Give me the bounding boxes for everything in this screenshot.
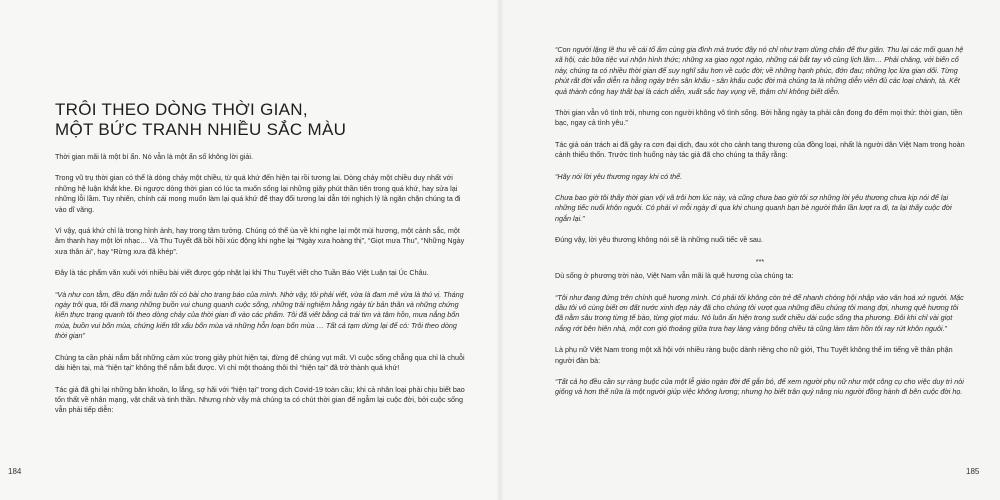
paragraph: Thời gian mãi là một bí ẩn. Nó vẫn là một ẩn số không lời giải. bbox=[55, 152, 253, 161]
paragraph: Chúng ta cần phải nắm bắt những cảm xúc trong giây phút hiện tại, đừng để chúng vụt mất. Vì cuộc sống chẳng qua chỉ là chuỗi dài hiện tại, mà “hiện tại” không thể nắm bắt được. Vì chỉ một thoáng thôi thì “hiện tại” đã trở thành quá khứ! bbox=[55, 352, 465, 373]
section-separator: *** bbox=[755, 256, 765, 266]
paragraph: Dù sống ở phương trời nào, Việt Nam vẫn mãi là quê hương của chúng ta: bbox=[555, 271, 794, 281]
quote-paragraph: “Con người lặng lẽ thu về cái tổ ấm cùng gia đình mà trước đây nó chỉ như trạm dừng chân để thư giãn. Thu lại các mối quan hệ xã hội, các bữa tiệc vui nhộn hình thức; những xa giao ngọt ngào, những cái bắt tay vô cùng lịch lãm… Phải chăng, với biến cố này, chúng ta có nhiều thời gian để suy nghĩ sâu hơn về cuộc đời; về những hạnh phúc, đớn đau; những lọc lừa gian dối. Từng phút rất đời vẫn diễn ra hằng ngày trên sân khấu - sân khấu cuộc đời mà chúng ta là những diễn viên đủ các loại chánh, tà. Kết quả thành công hay thất bại là cách diễn, xuất sắc hay vụng về, thậm chí không biết diễn. bbox=[555, 45, 964, 96]
chapter-title-line-2: MỘT BỨC TRANH NHIỀU SẮC MÀU bbox=[55, 120, 347, 139]
right-page-body bbox=[555, 45, 965, 409]
quote-paragraph: “Hãy nói lời yêu thương ngay khi có thể. bbox=[555, 171, 683, 181]
quote-paragraph: “Tôi như đang đứng trên chính quê hương mình. Có phải tôi không còn trẻ để nhanh chóng hội nhập vào văn hoá xứ người. Mặc dầu tôi vô cùng biết ơn đất nước xinh đẹp này đã cho chúng tôi vượt qua những điều chúng tôi mong đợi, nhưng quê hương tôi đã nằm sâu trong từng tế bào, từng giọt máu. Nó luôn ẩn hiện trong suốt chiều dài cuộc sống tha phương. Đôi khi chỉ vài giọt nắng rớt bên hiên nhà, một cơn gió thoảng giữa trưa hay làng vàng bông chiều tà cũng làm tâm hồn tôi ray rứt khôn nguôi.” bbox=[555, 292, 964, 333]
right-page bbox=[500, 0, 1000, 500]
book-gutter bbox=[496, 0, 504, 500]
page-number-left: 184 bbox=[8, 467, 22, 476]
paragraph: Tác giả đã ghi lại những băn khoăn, lo lắng, sợ hãi với “hiện tại” trong dịch Covid-19 toàn cầu; khi cả nhân loại phải chịu biết bao tổn thất về nhân mạng, vật chất và tinh thần. Nhưng nhờ vậy mà chúng ta có chút thời gian để ngẫm lại cuộc đời, bởi cuộc sống vẫn phải tiếp diễn: bbox=[55, 384, 465, 415]
chapter-title bbox=[55, 100, 475, 140]
paragraph: Vì vậy, quá khứ chỉ là trong hình ảnh, hay trong tâm tưởng. Chúng có thể ùa về khi nghe lại một mùi hương, một cảnh sắc, một âm thanh hay một lời nhạc… Và Thu Tuyết đã bồi hồi xúc động khi nghe lại “Ngày xưa hoàng thị”, “Giọt mưa Thu”, “Những Ngày xưa thân ái”, hay “Rừng xưa đã khép”. bbox=[55, 226, 465, 256]
paragraph: Đây là tác phẩm văn xuôi với nhiều bài viết được góp nhặt lại khi Thu Tuyết viết cho Tuần Báo Việt Luận tại Úc Châu. bbox=[55, 268, 429, 278]
paragraph: Trong vũ trụ thời gian có thể là dòng chảy một chiều, từ quá khứ đến hiện tại rồi tương lai. Dòng chảy một chiều duy nhất với những hệ luận khắt khe. Đi ngược dòng thời gian có lúc ta muốn sống lại những giây phút thần tiên trong quá khứ, hay sửa lại những lỗi lầm. Tuy nhiên, chính cái mong muốn làm lại quá khứ để thay đổi tương lai dẫn tới nghịch lý là ngăn chặn chúng ta đi vào dĩ vãng. bbox=[55, 173, 461, 214]
quote-paragraph: “Tất cả họ đều cần sự ràng buộc của một lễ giáo ngàn đời để gắn bó, để xem người phụ nữ như một công cụ cho việc duy trì nòi giống và hơn thế nữa là một người giúp việc không lương; nhưng họ biết trân quý nâng niu người đồng hành đi bên cuộc đời họ. bbox=[555, 376, 964, 397]
quote-paragraph: “Và như con tằm, đều đặn mỗi tuần tôi có bài cho trang báo của mình. Nhờ vậy, tôi phải viết, vừa là đam mê vừa là thú vị. Tháng ngày trôi qua, tôi đã mang những buồn vui chung quanh cuộc sống, những trải nghiệm hằng ngày từ bản thân và những chứng kiến thực trạng quanh tôi theo dòng chảy của thời gian đi vào các phẩm. Tôi đã viết bằng cả trái tim và tâm hồn, mưa nắng bốn mùa, buồn vui bốn mùa, chứng kiến tốt xấu bốn mùa và những hỗn loạn bốn mùa … Tất cả tạm dừng lại để có: Trôi theo dòng thời gian” bbox=[55, 289, 464, 341]
paragraph: Đúng vậy, lời yêu thương không nói sẽ là những nuối tiếc về sau. bbox=[555, 235, 763, 245]
chapter-title-line-1: TRÔI THEO DÒNG THỜI GIAN, bbox=[55, 100, 308, 119]
paragraph: Tác giả oán trách ai đã gây ra cơn đại dịch, đau xót cho cảnh tang thương của đồng loại, nhất là người dân Việt Nam trong hoàn cảnh thiếu thốn. Trước tình huống này tác giả đã cho chúng ta thấy rằng: bbox=[555, 139, 965, 160]
page-number-right: 185 bbox=[966, 467, 980, 476]
quote-paragraph: Chưa bao giờ tôi thấy thời gian vội vã trôi hơn lúc này, và cũng chưa bao giờ tôi sợ những lời yêu thương chưa kịp nói để lại những tiếc nuối khôn nguôi. Có phải vì mỗi ngày đi qua khi chung quanh bạn bè người thân lần lượt ra đi, ta lại thấy cuộc đời ngắn lại.” bbox=[555, 193, 952, 223]
paragraph: Thời gian vẫn vô tình trôi, nhưng con người không vô tình sống. Bởi hằng ngày ta phải cân đong đo đếm mọi thứ: thời gian, tiền bạc, ngay cả tình yêu.” bbox=[555, 108, 963, 128]
paragraph: Là phụ nữ Việt Nam trong một xã hội với nhiều ràng buộc dành riêng cho nữ giới, Thu Tuyết không thể im tiếng về thân phận người đàn bà: bbox=[555, 345, 953, 365]
left-page-body bbox=[55, 152, 465, 427]
